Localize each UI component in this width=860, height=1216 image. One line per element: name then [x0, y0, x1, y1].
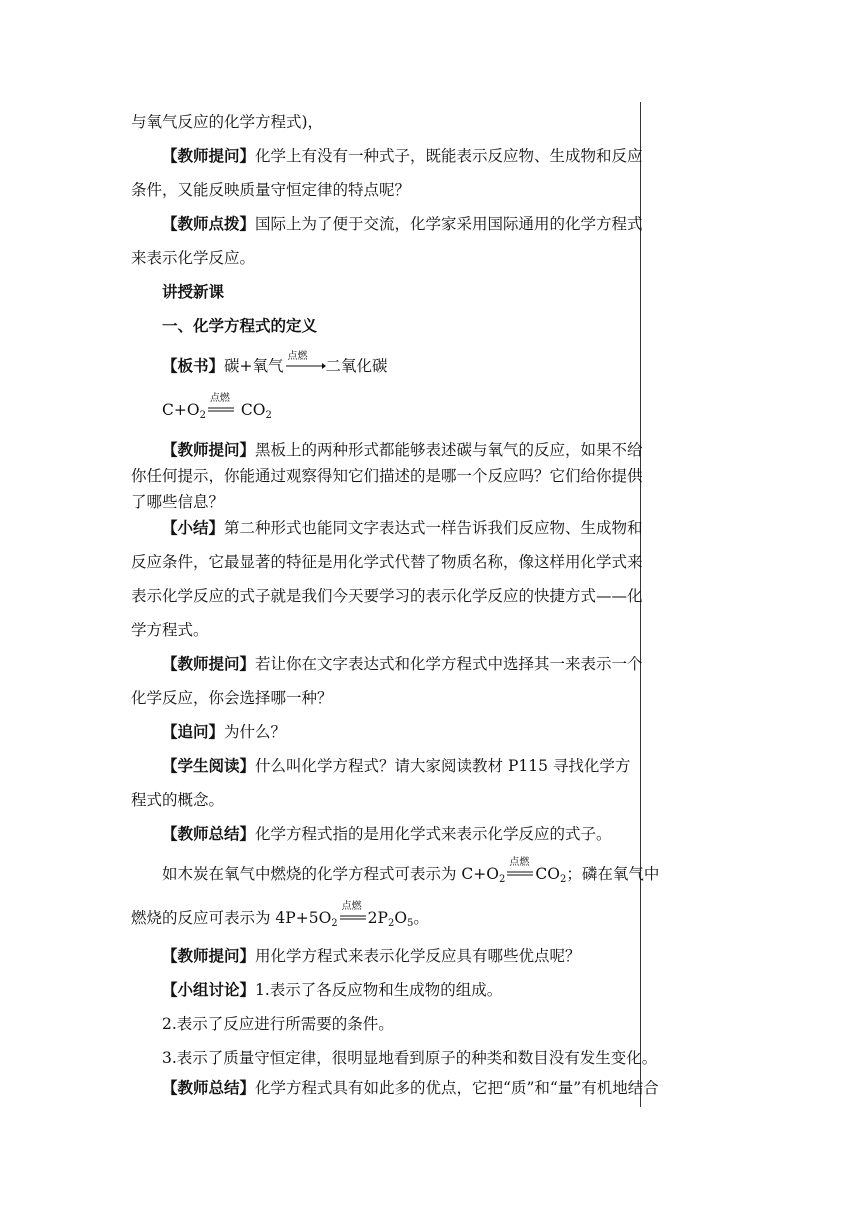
list-item: 2.表示了反应进行所需要的条件。	[162, 1015, 394, 1033]
paragraph-follow-up: 【追问】为什么？	[162, 723, 287, 741]
text-line: 表示化学反应的式子就是我们今天要学习的表示化学反应的快捷方式——化	[131, 587, 643, 605]
text-line: 反应条件，它最显著的特征是用化学式代替了物质名称，像这样用化学式来	[131, 553, 643, 571]
text-line: 与氧气反应的化学方程式)，	[131, 113, 324, 131]
example-line: 如木炭在氧气中燃烧的化学方程式可表示为 $C+O_2$ 点燃 $CO_2$；磷在氧气中	[162, 857, 660, 885]
label-summary: 【小结】	[162, 519, 225, 537]
paragraph-student-reading: 【学生阅读】什么叫化学方程式？请大家阅读教材 P115 寻找化学方	[162, 757, 631, 775]
label-student-reading: 【学生阅读】	[162, 757, 256, 775]
list-item: 3.表示了质量守恒定律，很明显地看到原子的种类和数目没有发生变化。	[162, 1049, 658, 1067]
label-teacher-summary: 【教师总结】	[162, 1079, 256, 1097]
equals-sign: 点燃	[341, 901, 362, 912]
paragraph-teacher-question: 【教师提问】用化学方程式来表示化学反应具有哪些优点呢？	[162, 947, 581, 965]
paragraph-teacher-summary: 【教师总结】化学方程式具有如此多的优点，它把“质”和“量”有机地结合	[162, 1079, 659, 1097]
label-teacher-question: 【教师提问】	[162, 441, 256, 459]
label-teacher-hint: 【教师点拨】	[162, 215, 256, 233]
chemical-equation: $C+O_2$ 点燃 $CO_2$	[162, 393, 272, 421]
text-line: 学方程式。	[131, 621, 209, 639]
paragraph-summary: 【小结】第二种形式也能同文字表达式一样告诉我们反应物、生成物和	[162, 519, 643, 537]
paragraph-teacher-question: 【教师提问】若让你在文字表达式和化学方程式中选择其一来表示一个	[162, 655, 643, 673]
label-teacher-summary: 【教师总结】	[162, 825, 256, 843]
text-line: 化学反应，你会选择哪一种？	[131, 689, 333, 707]
paragraph-teacher-question: 【教师提问】黑板上的两种形式都能够表述碳与氧气的反应，如果不给	[162, 441, 643, 459]
label-board: 【板书】	[162, 357, 225, 375]
example-line: 燃烧的反应可表示为 $4P+5O_2$ 点燃 $2P_2O_5$。	[131, 901, 429, 929]
board-writing: 【板书】碳+氧气 点燃 二氧化碳	[162, 351, 388, 375]
label-teacher-question: 【教师提问】	[162, 147, 256, 165]
label-teacher-question: 【教师提问】	[162, 655, 256, 673]
equals-sign: 点燃	[509, 857, 530, 868]
label-teacher-question: 【教师提问】	[162, 947, 256, 965]
reaction-arrow: 点燃	[284, 356, 326, 376]
text-line: 你任何提示，你能通过观察得知它们描述的是哪一个反应吗？它们给你提供	[131, 467, 643, 485]
paragraph-teacher-hint: 【教师点拨】国际上为了便于交流，化学家采用国际通用的化学方程式	[162, 215, 643, 233]
paragraph-teacher-summary: 【教师总结】化学方程式指的是用化学式来表示化学反应的式子。	[162, 825, 612, 843]
section-heading: 讲授新课	[162, 283, 225, 301]
equals-sign: 点燃	[209, 393, 230, 404]
text-line: 来表示化学反应。	[131, 249, 256, 267]
text-line: 条件，又能反映质量守恒定律的特点呢？	[131, 181, 411, 199]
section-subheading: 一、化学方程式的定义	[162, 317, 318, 335]
label-group-discussion: 【小组讨论】	[162, 981, 256, 999]
text-line: 程式的概念。	[131, 791, 225, 809]
paragraph-group-discussion: 【小组讨论】1.表示了各反应物和生成物的组成。	[162, 981, 503, 999]
text-line: 了哪些信息？	[131, 493, 225, 511]
paragraph-teacher-question: 【教师提问】化学上有没有一种式子，既能表示反应物、生成物和反应	[162, 147, 643, 165]
label-follow-up: 【追问】	[162, 723, 225, 741]
